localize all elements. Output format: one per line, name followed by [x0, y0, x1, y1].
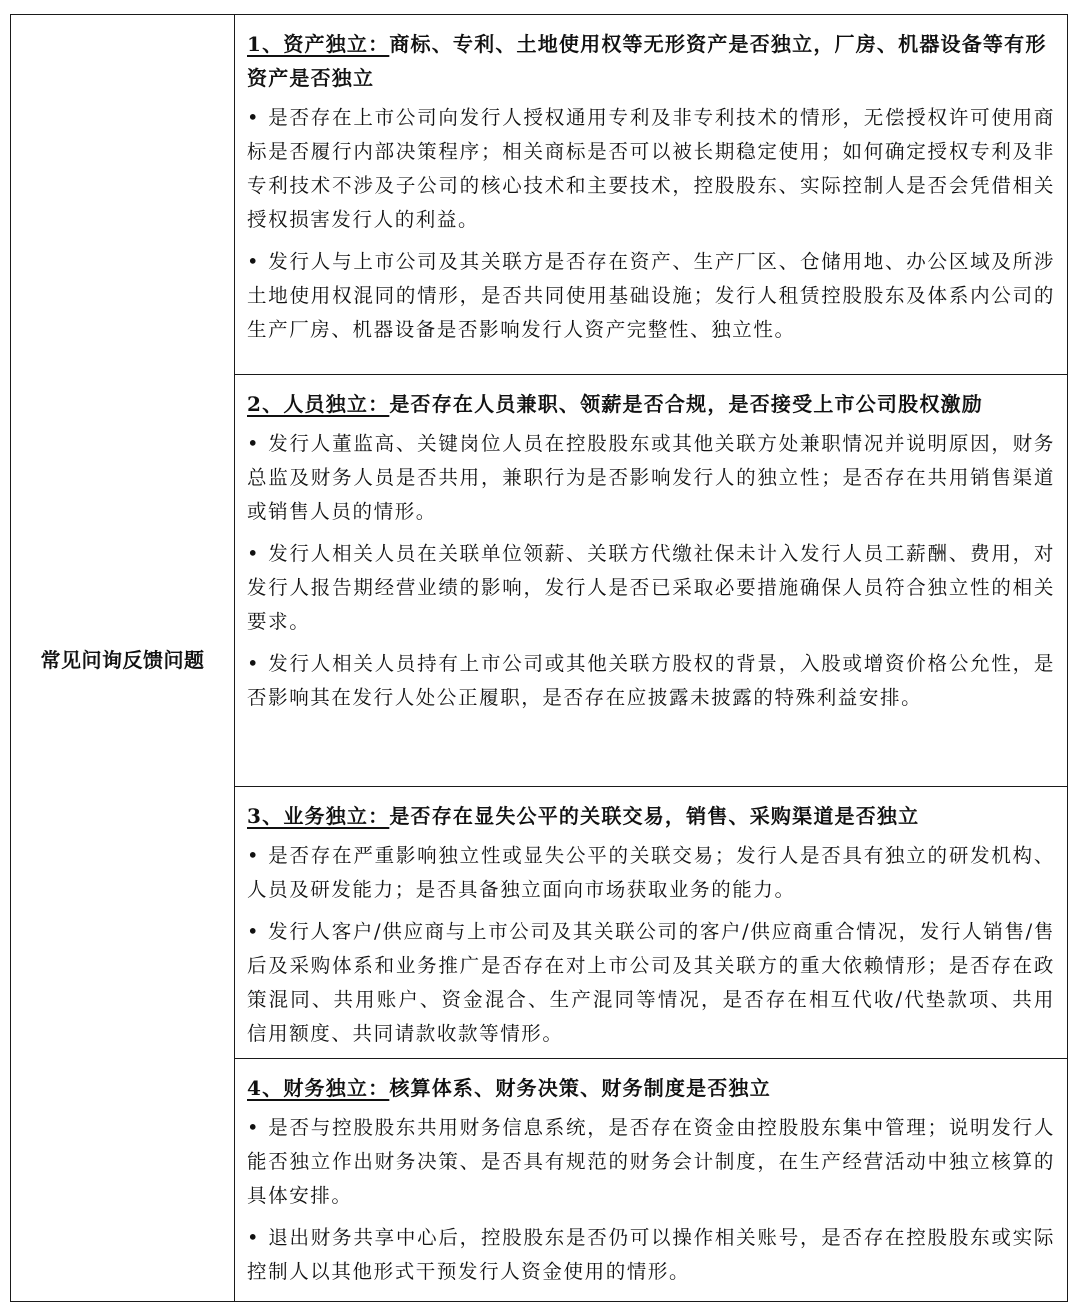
bullet-dot-icon: •	[247, 106, 261, 129]
bullet-text: 发行人相关人员持有上市公司或其他关联方股权的背景，入股或增资价格公允性，是否影响其在发行人处公正履职，是否存在应披露未披露的特殊利益安排。	[247, 652, 1055, 709]
bullet-item	[247, 839, 1055, 907]
bullet-item	[247, 537, 1055, 639]
section-heading	[247, 799, 1055, 833]
section-heading-text: 是否存在人员兼职、领薪是否合规，是否接受上市公司股权激励	[389, 392, 983, 416]
bullet-item	[247, 245, 1055, 347]
issues-table	[10, 14, 1068, 1302]
bullet-item	[247, 647, 1055, 715]
bullet-text: 退出财务共享中心后，控股股东是否仍可以操作相关账号，是否存在控股股东或实际控制人以其他形式干预发行人资金使用的情形。	[247, 1226, 1055, 1283]
section-asset-independence	[235, 15, 1067, 375]
bullet-text: 是否存在严重影响独立性或显失公平的关联交易；发行人是否具有独立的研发机构、人员及研发能力；是否具备独立面向市场获取业务的能力。	[247, 844, 1055, 901]
section-heading-text: 是否存在显失公平的关联交易，销售、采购渠道是否独立	[389, 804, 920, 828]
section-heading	[247, 1071, 1055, 1105]
section-heading-text: 商标、专利、土地使用权等无形资产是否独立，厂房、机器设备等有形资产是否独立	[247, 32, 1047, 90]
bullet-dot-icon: •	[247, 920, 261, 943]
bullet-text: 是否与控股股东共用财务信息系统，是否存在资金由控股股东集中管理；说明发行人能否独立作出财务决策、是否具有规范的财务会计制度，在生产经营活动中独立核算的具体安排。	[247, 1116, 1055, 1207]
bullet-dot-icon: •	[247, 844, 261, 867]
section-heading-label: 4、财务独立：	[247, 1076, 390, 1100]
section-heading	[247, 27, 1055, 95]
bullet-text: 是否存在上市公司向发行人授权通用专利及非专利技术的情形，无偿授权许可使用商标是否履行内部决策程序；相关商标是否可以被长期稳定使用；如何确定授权专利及非专利技术不涉及子公司的核心技术和主要技术，控股股东、实际控制人是否会凭借相关授权损害发行人的利益。	[247, 106, 1055, 231]
section-financial-independence	[235, 1059, 1067, 1301]
bullet-text: 发行人相关人员在关联单位领薪、关联方代缴社保未计入发行人员工薪酬、费用，对发行人报告期经营业绩的影响，发行人是否已采取必要措施确保人员符合独立性的相关要求。	[247, 542, 1055, 633]
section-heading	[247, 387, 1055, 421]
bullet-dot-icon: •	[247, 1116, 261, 1139]
section-heading-label: 1、资产独立：	[247, 32, 390, 56]
section-heading-label: 3、业务独立：	[247, 804, 390, 828]
bullet-item	[247, 915, 1055, 1051]
section-heading-text: 核算体系、财务决策、财务制度是否独立	[389, 1076, 771, 1100]
section-personnel-independence	[235, 375, 1067, 787]
bullet-dot-icon: •	[247, 1226, 261, 1249]
bullet-dot-icon: •	[247, 432, 261, 455]
bullet-dot-icon: •	[247, 652, 261, 675]
section-business-independence	[235, 787, 1067, 1059]
row-label-cell	[11, 15, 235, 1301]
bullet-item	[247, 1221, 1055, 1289]
bullet-item	[247, 427, 1055, 529]
bullet-text: 发行人与上市公司及其关联方是否存在资产、生产厂区、仓储用地、办公区域及所涉土地使用权混同的情形，是否共同使用基础设施；发行人租赁控股股东及体系内公司的生产厂房、机器设备是否影响发行人资产完整性、独立性。	[247, 250, 1055, 341]
section-heading-label: 2、人员独立：	[247, 392, 390, 416]
content-cell	[235, 15, 1067, 1301]
bullet-text: 发行人董监高、关键岗位人员在控股股东或其他关联方处兼职情况并说明原因，财务总监及财务人员是否共用，兼职行为是否影响发行人的独立性；是否存在共用销售渠道或销售人员的情形。	[247, 432, 1055, 523]
bullet-dot-icon: •	[247, 542, 261, 565]
bullet-item	[247, 101, 1055, 237]
bullet-dot-icon: •	[247, 250, 261, 273]
bullet-item	[247, 1111, 1055, 1213]
row-label: 常见问询反馈问题	[40, 647, 205, 672]
bullet-text: 发行人客户/供应商与上市公司及其关联公司的客户/供应商重合情况，发行人销售/售后及采购体系和业务推广是否存在对上市公司及其关联方的重大依赖情形；是否存在政策混同、共用账户、资金混合、生产混同等情况，是否存在相互代收/代垫款项、共用信用额度、共同请款收款等情形。	[247, 920, 1055, 1045]
